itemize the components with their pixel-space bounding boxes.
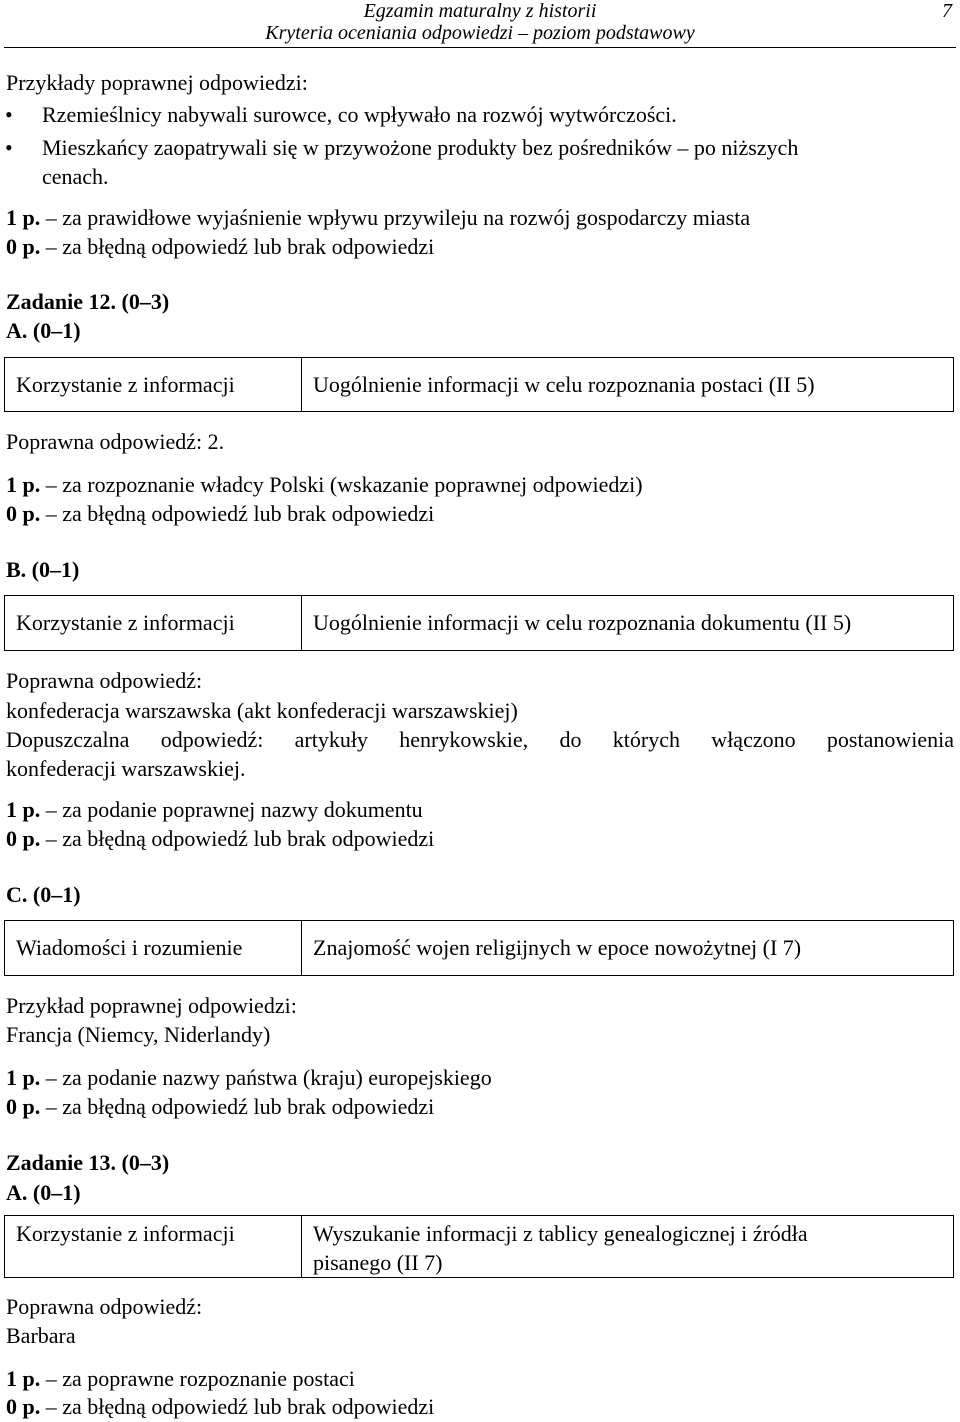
score-criterion: – za błędną odpowiedź lub brak odpowiedzi [40, 234, 435, 259]
list-item: Mieszkańcy zaopatrywali się w przywożone produkty bez pośredników – po niższych [42, 135, 799, 160]
score-points: 1 p. [6, 205, 41, 230]
task-12b-acceptable-answer: Dopuszczalna odpowiedź: artykuły henrykowskie, do których włączono postanowienia [6, 727, 954, 752]
task-13-title: Zadanie 13. (0–3) [6, 1150, 170, 1175]
list-item-continuation: cenach. [42, 164, 109, 189]
score-criterion: – za błędną odpowiedź lub brak odpowiedzi [40, 501, 435, 526]
task-12c-example: Francja (Niemcy, Niderlandy) [6, 1022, 271, 1047]
table-cell-requirement-line: Wyszukanie informacji z tablicy genealogicznej i źródła [313, 1221, 808, 1246]
list-item: Rzemieślnicy nabywali surowce, co wpływało na rozwój wytwórczości. [42, 102, 677, 127]
bullet-icon: • [5, 102, 13, 127]
table-cell-requirement: Znajomość wojen religijnych w epoce nowożytnej (I 7) [313, 935, 802, 960]
task-12b-answer: konfederacja warszawska (akt konfederacji warszawskiej) [6, 698, 518, 723]
header-subtitle: Kryteria oceniania odpowiedzi – poziom podstawowy [265, 22, 695, 44]
examples-label: Przykłady poprawnej odpowiedzi: [6, 70, 308, 95]
score-points: 0 p. [6, 826, 41, 851]
score-line-1p [6, 470, 643, 499]
score-line-1p [6, 1364, 355, 1393]
task-12b-acceptable-answer-cont: konfederacji warszawskiej. [6, 756, 246, 781]
table-cell-requirement: Uogólnienie informacji w celu rozpoznania dokumentu (II 5) [313, 610, 852, 635]
score-line-0p [6, 1092, 434, 1121]
score-points: 0 p. [6, 234, 41, 259]
task-12c-requirements-table [4, 920, 954, 976]
table-cell-requirement-line: pisanego (II 7) [313, 1250, 443, 1275]
score-points: 1 p. [6, 1366, 41, 1391]
score-line-1p [6, 203, 750, 232]
table-cell-area: Korzystanie z informacji [5, 1216, 302, 1277]
bullet-icon: • [5, 135, 13, 160]
table-cell-area: Korzystanie z informacji [5, 358, 302, 411]
page-number: 7 [942, 0, 952, 22]
score-criterion: – za poprawne rozpoznanie postaci [40, 1366, 355, 1391]
task-12a-label: A. (0–1) [6, 318, 81, 343]
score-line-0p [6, 1392, 434, 1421]
page-header [0, 0, 960, 48]
task-12b-answer-label: Poprawna odpowiedź: [6, 668, 203, 693]
task-12c-example-label: Przykład poprawnej odpowiedzi: [6, 993, 297, 1018]
score-line-1p [6, 1063, 492, 1092]
score-criterion: – za błędną odpowiedź lub brak odpowiedzi [40, 826, 435, 851]
score-points: 1 p. [6, 1065, 41, 1090]
score-line-0p [6, 824, 434, 853]
task-13a-label: A. (0–1) [6, 1180, 81, 1205]
score-line-0p [6, 232, 434, 261]
score-points: 0 p. [6, 1094, 41, 1119]
task-13a-answer: Barbara [6, 1323, 76, 1348]
score-criterion: – za rozpoznanie władcy Polski (wskazanie poprawnej odpowiedzi) [40, 472, 643, 497]
score-line-0p [6, 499, 434, 528]
score-criterion: – za podanie nazwy państwa (kraju) europejskiego [40, 1065, 492, 1090]
table-cell-area: Korzystanie z informacji [5, 596, 302, 650]
score-points: 0 p. [6, 501, 41, 526]
task-12b-requirements-table [4, 595, 954, 651]
score-criterion: – za błędną odpowiedź lub brak odpowiedzi [40, 1094, 435, 1119]
score-points: 1 p. [6, 472, 41, 497]
table-cell-requirement: Uogólnienie informacji w celu rozpoznania postaci (II 5) [313, 372, 815, 397]
header-exam-title: Egzamin maturalny z historii [363, 0, 597, 22]
table-cell-area: Wiadomości i rozumienie [5, 921, 302, 975]
score-criterion: – za prawidłowe wyjaśnienie wpływu przywileju na rozwój gospodarczy miasta [40, 205, 751, 230]
score-line-1p [6, 795, 423, 824]
task-12a-requirements-table [4, 357, 954, 412]
score-points: 0 p. [6, 1394, 41, 1419]
task-13a-requirements-table [4, 1215, 954, 1278]
task-12-title: Zadanie 12. (0–3) [6, 289, 170, 314]
task-12b-label: B. (0–1) [6, 557, 80, 582]
header-divider [4, 47, 956, 48]
task-12c-label: C. (0–1) [6, 882, 81, 907]
score-criterion: – za podanie poprawnej nazwy dokumentu [40, 797, 423, 822]
table-cell-requirement [302, 1216, 953, 1277]
score-criterion: – za błędną odpowiedź lub brak odpowiedzi [40, 1394, 435, 1419]
score-points: 1 p. [6, 797, 41, 822]
task-13a-answer-label: Poprawna odpowiedź: [6, 1294, 203, 1319]
task-12a-answer: Poprawna odpowiedź: 2. [6, 429, 225, 454]
